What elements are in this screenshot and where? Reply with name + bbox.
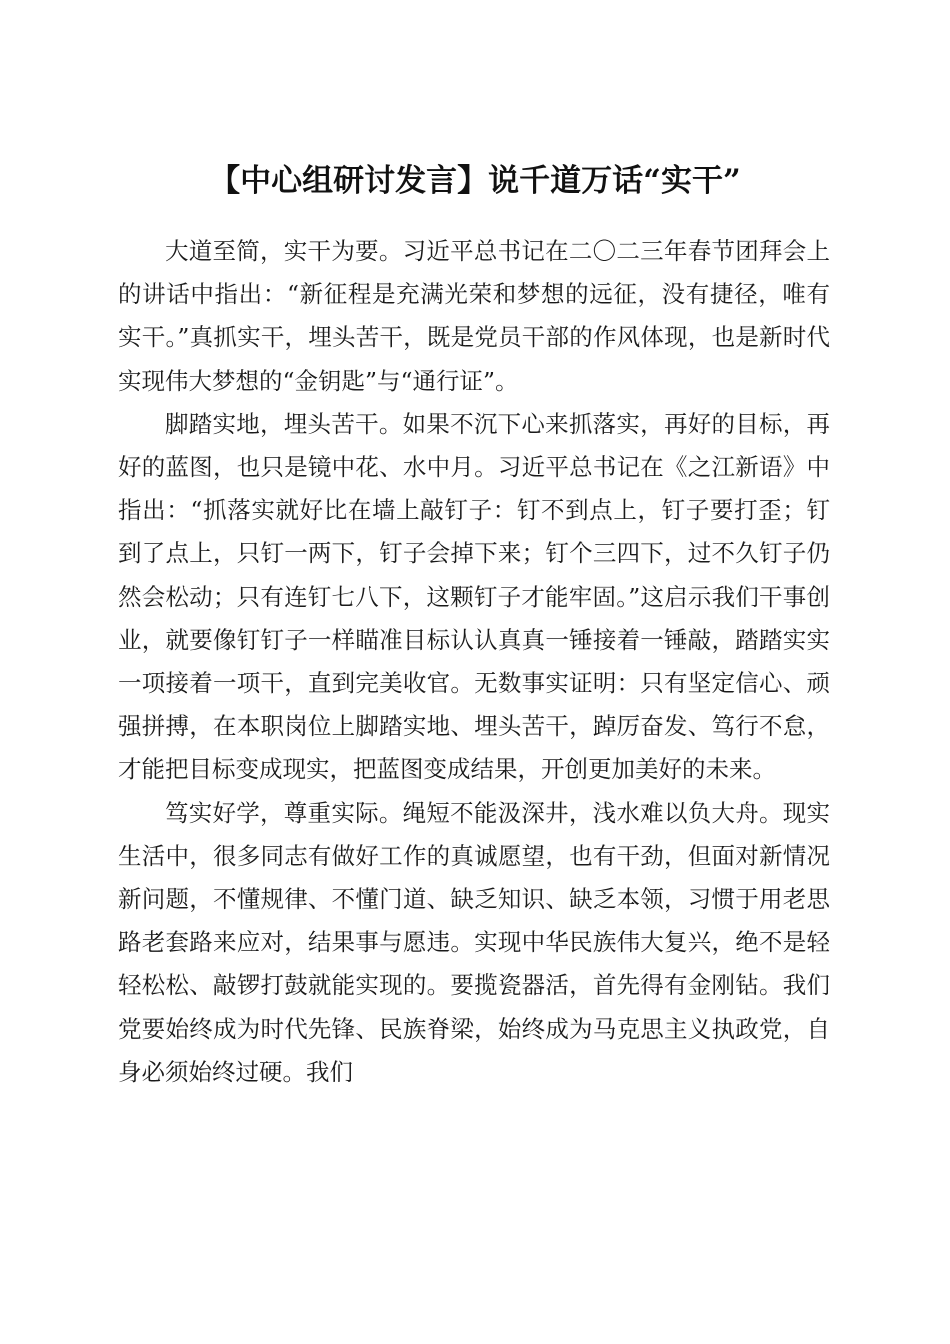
paragraph-1: 大道至简，实干为要。习近平总书记在二〇二三年春节团拜会上的讲话中指出：“新征程是充满光荣和梦想的远征，没有捷径，唯有实干。”真抓实干，埋头苦干，既是党员干部的作风体现，也是新时代实现伟大梦想的“金钥匙”与“通行证”。 [118,237,830,395]
document-title: 【中心组研讨发言】说千道万话“实干” [209,162,741,199]
paragraph-2: 脚踏实地，埋头苦干。如果不沉下心来抓落实，再好的目标，再好的蓝图，也只是镜中花、水中月。习近平总书记在《之江新语》中指出：“抓落实就好比在墙上敲钉子：钉不到点上，钉子要打歪；钉到了点上，只钉一两下，钉子会掉下来；钉个三四下，过不久钉子仍然会松动；只有连钉七八下，这颗钉子才能牢固。”这启示我们干事创业，就要像钉钉子一样瞄准目标认认真真一锤接着一锤敲，踏踏实实一项接着一项干，直到完美收官。无数事实证明：只有坚定信心、顽强拼搏，在本职岗位上脚踏实地、埋头苦干，踔厉奋发、笃行不怠，才能把目标变成现实，把蓝图变成结果，开创更加美好的未来。 [118,409,830,784]
paragraph-3: 笃实好学，尊重实际。绳短不能汲深井，浅水难以负大舟。现实生活中，很多同志有做好工作的真诚愿望，也有干劲，但面对新情况新问题，不懂规律、不懂门道、缺乏知识、缺乏本领，习惯于用老思路老套路来应对，结果事与愿违。实现中华民族伟大复兴，绝不是轻轻松松、敲锣打鼓就能实现的。要揽瓷器活，首先得有金刚钻。我们党要始终成为时代先锋、民族脊梁，始终成为马克思主义执政党，自身必须始终过硬。我们 [118,798,830,1086]
document-body [118,230,830,1094]
